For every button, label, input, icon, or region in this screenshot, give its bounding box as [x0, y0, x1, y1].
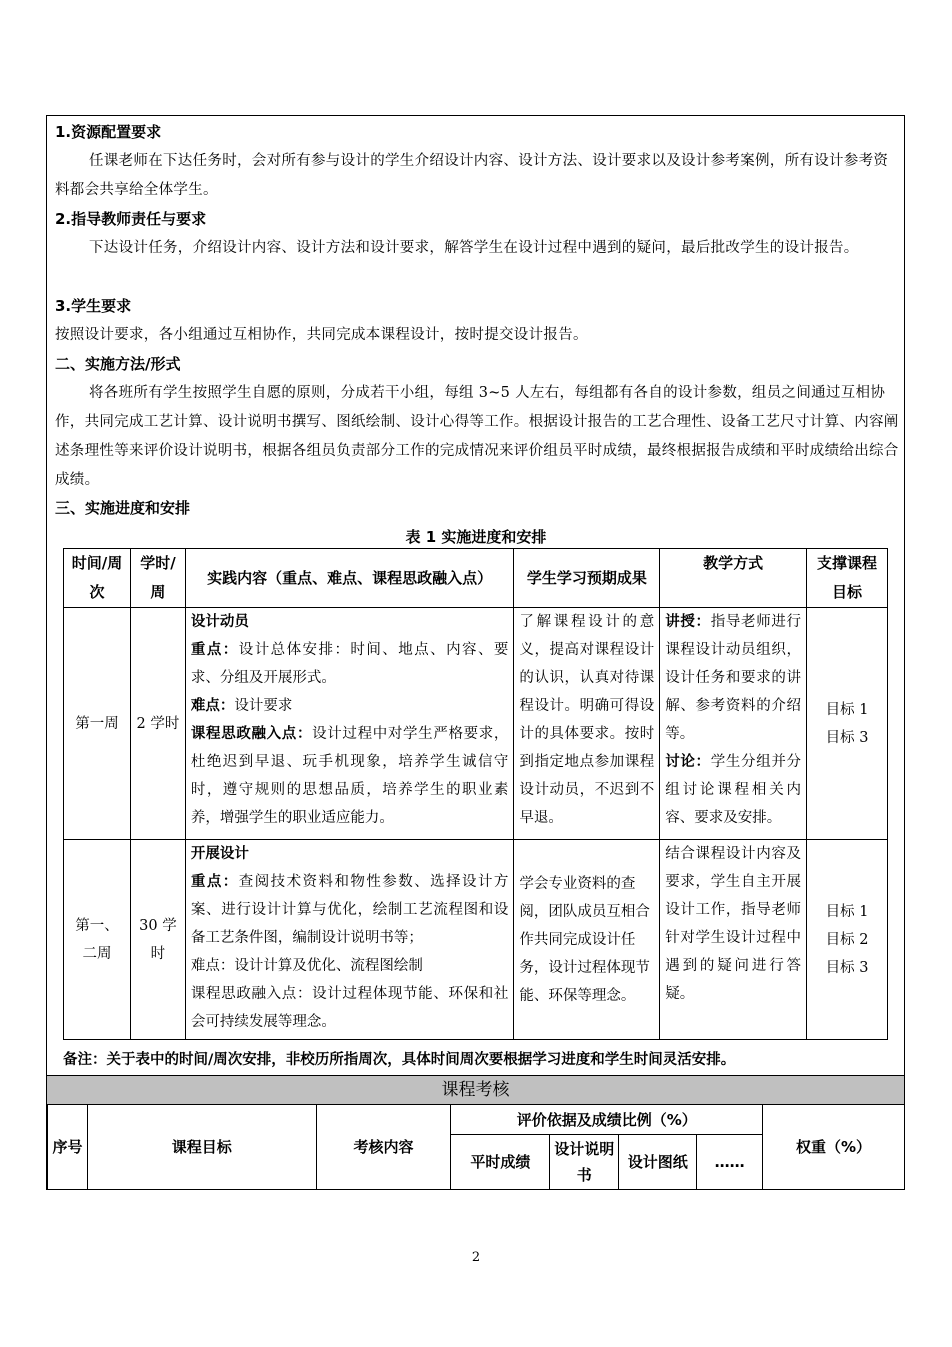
header-more: ……	[697, 1135, 763, 1190]
row1-ideo-label: 课程思政融入点：	[190, 726, 313, 742]
row1-goal-2: 目标 3	[825, 729, 869, 746]
row1-key-label: 重点：	[190, 642, 239, 658]
row1-method-label1: 讲授：	[665, 614, 711, 630]
row1-diff-label: 难点：	[190, 698, 235, 714]
section-title-schedule: 三、实施进度和安排	[55, 499, 191, 517]
header-basis: 评价依据及成绩比例（%）	[451, 1105, 763, 1135]
section-title-method: 二、实施方法/形式	[55, 355, 181, 373]
row1-method-text1: 指导老师进行课程设计动员组织，设计任务和要求的讲解、参考资料的介绍等。	[665, 614, 802, 742]
table-row	[64, 608, 888, 840]
header-seq: 序号	[48, 1105, 88, 1190]
row2-goal-1: 目标 1	[825, 903, 869, 920]
row1-diff-text: 设计要求	[234, 698, 293, 714]
page-number: 2	[471, 1250, 481, 1265]
row2-goal	[807, 840, 888, 1040]
row1-week: 第一周	[64, 608, 131, 840]
section-text-teacher: 下达设计任务，介绍设计内容、设计方法和设计要求，解答学生在设计过程中遇到的疑问，最后批改学生的设计报告。	[89, 240, 859, 256]
header-assess-content: 考核内容	[316, 1105, 451, 1190]
header-goal: 支撑课程目标	[807, 549, 888, 608]
row1-method-label2: 讨论：	[665, 754, 711, 770]
row2-method: 结合课程设计内容及要求，学生自主开展设计工作，指导老师针对学生设计过程中遇到的疑问进行答疑。	[660, 840, 807, 1040]
row1-hours: 2 学时	[130, 608, 185, 840]
table-row	[64, 840, 888, 1040]
row2-ideo: 课程思政融入点：设计过程体现节能、环保和社会可持续发展等理念。	[190, 986, 509, 1030]
row2-hours: 30 学时	[130, 840, 185, 1040]
row2-week: 第一、二周	[64, 840, 131, 1040]
row2-content-title: 开展设计	[190, 846, 249, 862]
row1-content	[185, 608, 514, 840]
table-caption: 表 1 实施进度和安排	[405, 528, 547, 546]
header-outcome: 学生学习预期成果	[514, 549, 660, 608]
row1-method-text2: 学生分组并分组讨论课程相关内容、要求及安排。	[665, 754, 802, 826]
row1-outcome: 了解课程设计的意义，提高对课程设计的认识，认真对待课程设计。明确可得设计的具体要求。按时到指定地点参加课程设计动员，不迟到不早退。	[514, 608, 660, 840]
row2-diff: 难点：设计计算及优化、流程图绘制	[190, 958, 423, 974]
header-content: 实践内容（重点、难点、课程思政融入点）	[185, 549, 514, 608]
section-title-teacher: 2.指导教师责任与要求	[55, 210, 207, 228]
row2-content	[185, 840, 514, 1040]
row2-outcome: 学会专业资料的查阅，团队成员互相合作共同完成设计任务，设计过程体现节能、环保等理念。	[514, 840, 660, 1040]
header-usual-score: 平时成绩	[451, 1135, 550, 1190]
row1-goal-1: 目标 1	[825, 701, 869, 718]
row1-ideo-text: 设计过程中对学生严格要求，杜绝迟到早退、玩手机现象，培养学生诚信守时，遵守规则的思想品质，培养学生的职业素养，增强学生的职业适应能力。	[190, 726, 509, 826]
row2-goal-3: 目标 3	[825, 959, 869, 976]
row2-key-label: 重点：	[190, 874, 239, 890]
header-course-goal: 课程目标	[87, 1105, 316, 1190]
row1-key-text: 设计总体安排：时间、地点、内容、要求、分组及开展形式。	[190, 642, 509, 686]
section-title-resources: 1.资源配置要求	[55, 123, 162, 141]
section-title-student: 3.学生要求	[55, 297, 132, 315]
header-design-doc: 设计说明书	[550, 1135, 619, 1190]
row2-goal-2: 目标 2	[825, 931, 869, 948]
header-method: 教学方式	[660, 549, 807, 608]
header-hours: 学时/周	[130, 549, 185, 608]
section-text-student: 按照设计要求，各小组通过互相协作，共同完成本课程设计，按时提交设计报告。	[55, 327, 588, 343]
row1-goal	[807, 608, 888, 840]
section-text-method: 将各班所有学生按照学生自愿的原则，分成若干小组，每组 3~5 人左右，每组都有各自的设计参数，组员之间通过互相协作，共同完成工艺计算、设计说明书撰写、图纸绘制、设计心得等工作。根据设计报告的工艺合理性、设备工艺尺寸计算、内容阐述条理性等来评价设计说明书，根据各组员负责部分工作的完成情况来评价组员平时成绩，最终根据报告成绩和平时成绩给出综合成绩。	[55, 385, 899, 488]
assessment-header-row	[48, 1105, 905, 1135]
header-design-drawing: 设计图纸	[619, 1135, 697, 1190]
assessment-banner: 课程考核	[47, 1075, 904, 1105]
row1-method	[660, 608, 807, 840]
assessment-table	[47, 1104, 905, 1190]
table-header-row	[64, 549, 888, 608]
row1-content-title: 设计动员	[190, 614, 249, 630]
header-week: 时间/周次	[64, 549, 131, 608]
section-text-resources: 任课老师在下达任务时，会对所有参与设计的学生介绍设计内容、设计方法、设计要求以及设计参考案例，所有设计参考资料都会共享给全体学生。	[55, 153, 889, 198]
table-note: 备注：关于表中的时间/周次安排，非校历所指周次，具体时间周次要根据学习进度和学生时间灵活安排。	[63, 1052, 736, 1068]
schedule-table	[63, 548, 888, 1040]
header-weight: 权重（%）	[763, 1105, 905, 1190]
row2-key-text: 查阅技术资料和物性参数、选择设计方案、进行设计计算与优化，绘制工艺流程图和设备工艺条件图，编制设计说明书等；	[190, 874, 509, 946]
